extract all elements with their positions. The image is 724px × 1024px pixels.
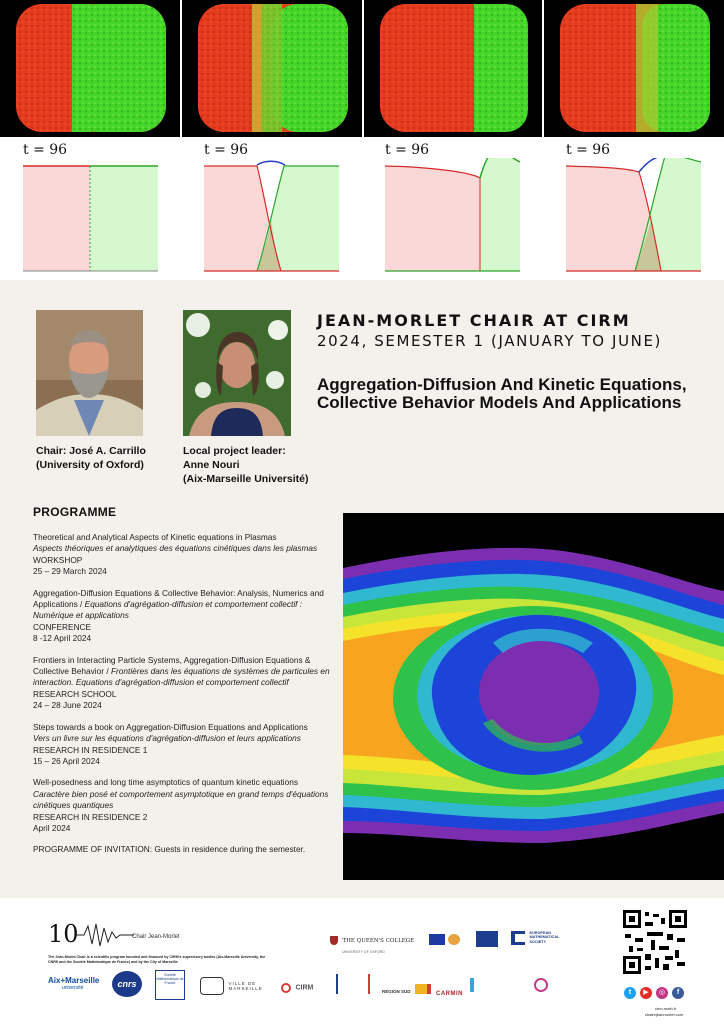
website-link[interactable]: chairejeanmorlet.com	[645, 1012, 684, 1017]
leader-photo	[183, 310, 291, 436]
event-title-fr: Aspects théoriques et analytiques des équations cinétiques dans les plasmas	[33, 543, 318, 554]
micrograph-4	[544, 0, 724, 137]
event-type: RESEARCH IN RESIDENCE 2	[33, 811, 148, 822]
programme-title: PROGRAMME	[33, 505, 117, 519]
youtube-icon[interactable]: ▶	[640, 987, 652, 999]
event-title: Steps towards a book on Aggregation-Diffusion Equations and Applications	[33, 721, 308, 732]
vortex-heatmap	[343, 513, 724, 880]
chair-heading: JEAN-MORLET CHAIR AT CIRM	[317, 311, 631, 330]
queens-college-logo: THE QUEEN'S COLLEGE UNIVERSITY OF OXFORD	[330, 932, 420, 954]
chair-logo-text: Chair Jean-Morlet	[132, 934, 180, 940]
event-title: Well-posedness and long time asymptotics of quantum kinetic equations	[33, 777, 299, 788]
chair-caption: The Jean-Morlet Chair is a scientific program founded and financed by CIRM's supervisory bodies (Aix-Marseille University, the CNRS and the Société Mathématique de France) and by the City of Marseille	[48, 955, 266, 964]
leader-caption	[183, 444, 308, 486]
leader-role: Local project leader:	[183, 445, 286, 457]
event-dates: 8 -12 April 2024	[33, 633, 92, 644]
carmin-logo: CARMIN	[436, 991, 463, 997]
programme-item	[33, 722, 337, 768]
leader-name: Anne Nouri	[183, 459, 240, 471]
footer-logos	[0, 898, 724, 1024]
time-label: t = 96	[566, 142, 611, 158]
event-dates: April 2024	[33, 822, 71, 833]
qr-code[interactable]	[623, 910, 687, 974]
region-sud-logo: RÉGION SUD	[382, 980, 431, 998]
time-label: t = 96	[23, 142, 68, 158]
cirm-mark-icon	[281, 983, 291, 993]
chair-logo-years: 10	[48, 920, 79, 948]
event-type: RESEARCH IN RESIDENCE 1	[33, 744, 148, 755]
event-title-fr: Vers un livre sur les équations d'agrégation-diffusion et leurs applications	[33, 733, 301, 744]
programme-invitation: PROGRAMME OF INVITATION: Guests in residence during the semester.	[33, 844, 306, 855]
erc-logo-icon	[448, 934, 460, 945]
chair-caption	[36, 444, 146, 472]
programme-item	[33, 777, 337, 834]
smf-logo: Société Mathématique de France	[155, 970, 185, 1000]
programme-item	[33, 655, 337, 712]
time-label: t = 96	[385, 142, 430, 158]
micrograph-2	[182, 0, 362, 137]
partner-c-logo-icon	[470, 978, 524, 992]
city-crest-icon	[200, 977, 224, 995]
simulation-panel-4	[561, 140, 724, 278]
cirm-logo: CIRM	[281, 979, 313, 997]
micrograph-1	[0, 0, 180, 137]
partner-badge-icon	[476, 931, 498, 947]
event-type: CONFERENCE	[33, 621, 92, 632]
region-flag-icon	[415, 984, 431, 994]
ministry-logo-icon	[336, 974, 370, 994]
twitter-icon[interactable]: t	[624, 987, 636, 999]
event-dates: 25 – 29 March 2024	[33, 566, 107, 577]
ems-mark-icon	[511, 931, 525, 945]
programme-list	[33, 532, 337, 866]
event-type: RESEARCH SCHOOL	[33, 688, 117, 699]
cnrs-logo: cnrs	[112, 971, 142, 997]
marseille-logo: VILLE DE MARSEILLE	[200, 977, 270, 995]
micrograph-3	[364, 0, 542, 137]
simulation-panel-3	[380, 140, 560, 278]
simulation-panel-1	[18, 140, 198, 278]
event-title-fr: Frontières dans les équations de systèmes de particules en interaction. Equations d'agrégation-diffusion et comportement collectif	[33, 666, 330, 688]
event-title: Frontiers in Interacting Particle Systems, Aggregation-Diffusion Equations & Collective Behavior /	[33, 654, 311, 677]
chair-affiliation: (University of Oxford)	[36, 459, 144, 471]
event-dates: 24 – 28 June 2024	[33, 700, 102, 711]
research-subject: Aggregation-Diffusion And Kinetic Equations, Collective Behavior Models And Applications	[317, 375, 687, 412]
chair-logo	[48, 920, 180, 950]
instagram-icon[interactable]: ◎	[656, 987, 668, 999]
crest-icon	[330, 936, 338, 945]
programme-item	[33, 588, 337, 645]
website-link[interactable]: cirm-math.fr	[655, 1006, 677, 1011]
semester-heading: 2024, SEMESTER 1 (JANUARY TO JUNE)	[317, 332, 663, 350]
amu-logo: Aix+Marseille université	[48, 976, 100, 991]
event-type: WORKSHOP	[33, 554, 83, 565]
event-title: Theoretical and Analytical Aspects of Kinetic equations in Plasmas	[33, 532, 277, 542]
partner-round-logo-icon	[534, 978, 548, 992]
leader-affiliation: (Aix-Marseille Université)	[183, 473, 309, 485]
programme-item	[33, 532, 337, 578]
simulation-panel-2	[199, 140, 379, 278]
chair-name: Chair: José A. Carrillo	[36, 445, 146, 457]
time-label: t = 96	[204, 142, 249, 158]
event-title-fr: Caractère bien posé et comportement asymptotique en grand temps d'équations cinétiques quantiques	[33, 788, 329, 811]
event-dates: 15 – 26 April 2024	[33, 755, 100, 766]
event-title: Aggregation-Diffusion Equations & Collective Behavior: Analysis, Numerics and Applications /	[33, 587, 324, 610]
chair-photo	[36, 310, 143, 436]
eu-flag-icon	[429, 934, 445, 945]
facebook-icon[interactable]: f	[672, 987, 684, 999]
event-title-fr: Equations d'agrégation-diffusion et comportement collectif : Numérique et applications	[33, 599, 303, 621]
ems-logo: EUROPEAN MATHEMATICAL SOCIETY	[511, 929, 571, 947]
